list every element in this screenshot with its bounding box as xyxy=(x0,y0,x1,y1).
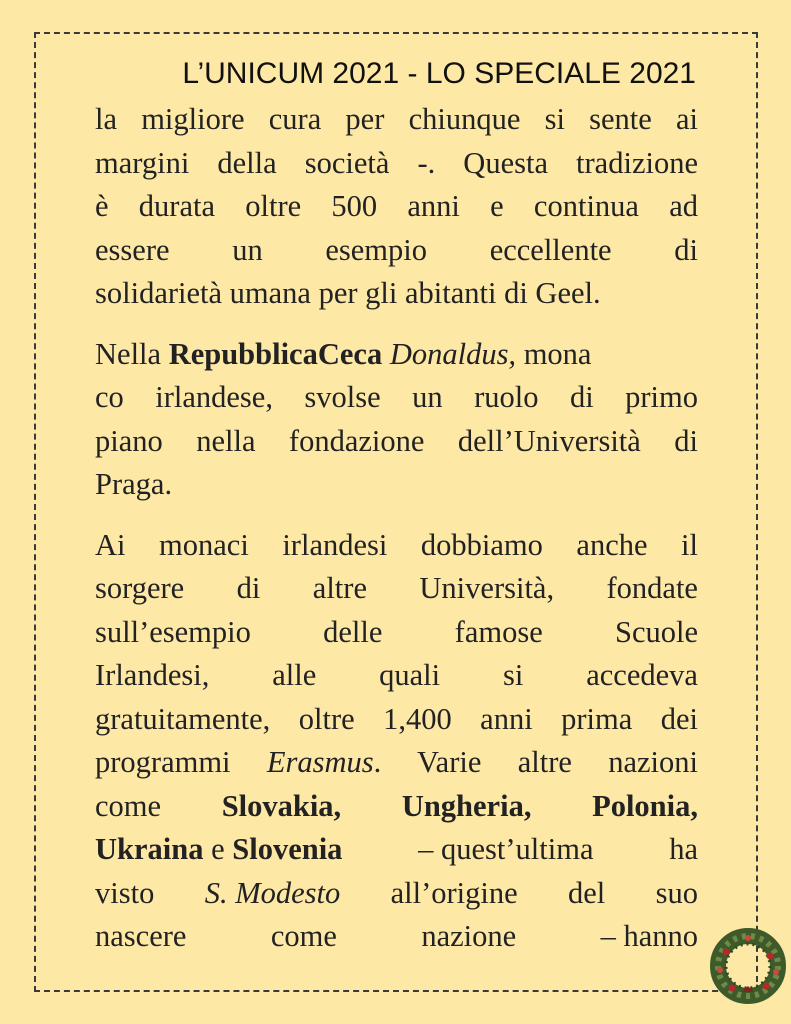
word: sorgere xyxy=(95,571,185,605)
christmas-wreath-icon xyxy=(708,926,788,1006)
word: di xyxy=(674,232,698,267)
text-line: margini della società -. Questa tradizione xyxy=(95,145,698,180)
word: e xyxy=(211,832,225,866)
text-line xyxy=(95,654,698,698)
text-line xyxy=(95,915,698,959)
text-line: solidarietà umana per gli abitanti di Geel. xyxy=(95,276,601,310)
paragraph-3 xyxy=(95,524,698,959)
text-line xyxy=(95,333,698,377)
word: nascere xyxy=(95,919,187,953)
word: come xyxy=(95,788,162,823)
text-line: Ai monaci irlandesi dobbiamo anche il xyxy=(95,527,698,562)
text-line: co irlandese, svolse un ruolo di primo xyxy=(95,380,698,414)
word: Scuole xyxy=(614,614,698,649)
word: esempio xyxy=(325,232,428,267)
text-group xyxy=(95,828,342,872)
paragraph-2 xyxy=(95,333,698,507)
word: eccellente xyxy=(489,232,612,267)
word: come xyxy=(270,919,337,953)
text-run: mona xyxy=(516,336,592,371)
country-ungheria: Ungheria, xyxy=(401,788,532,823)
word: visto xyxy=(95,875,155,910)
text-line xyxy=(95,785,698,829)
word: delle xyxy=(323,614,383,649)
country-slovakia: Slovakia, xyxy=(221,788,342,823)
word: di xyxy=(236,571,261,605)
text-line xyxy=(95,828,698,872)
name-donaldus: Donaldus, xyxy=(389,336,517,371)
word: altre xyxy=(312,571,367,605)
text-run: . Varie altre nazioni xyxy=(373,745,698,779)
word: all’origine xyxy=(390,875,518,910)
word: Irlandesi, xyxy=(95,658,210,692)
text-line: la migliore cura per chiunque si sente ai xyxy=(95,102,698,136)
word: essere xyxy=(95,232,170,267)
word: alle xyxy=(272,658,317,692)
word: del xyxy=(568,875,606,910)
country-ukraina: Ukraina xyxy=(95,832,204,866)
word: Università, xyxy=(419,571,555,605)
paragraph-1 xyxy=(95,98,698,316)
country-slovenia: Slovenia xyxy=(232,832,343,866)
text-line: piano nella fondazione dell’Università di xyxy=(95,423,698,458)
text-run: Nella xyxy=(95,336,169,371)
word: un xyxy=(232,232,263,267)
text-line xyxy=(95,229,698,273)
word: – quest’ultima xyxy=(418,832,594,866)
text-line: gratuitamente, oltre 1,400 anni prima dei xyxy=(95,701,698,736)
text-line: Praga. xyxy=(95,467,173,501)
page-header: L’UNICUM 2021 - LO SPECIALE 2021 xyxy=(182,57,696,90)
word: si xyxy=(503,658,524,692)
word: accedeva xyxy=(586,658,698,692)
article-body xyxy=(95,98,698,976)
word: quali xyxy=(379,658,441,692)
text-line: è durata oltre 500 anni e continua ad xyxy=(95,189,698,223)
country-repubblica-ceca: RepubblicaCeca xyxy=(168,336,383,371)
text-line xyxy=(95,567,698,611)
word: nazione xyxy=(421,919,517,953)
word: sull’esempio xyxy=(95,614,251,649)
word: suo xyxy=(655,875,698,910)
word: fondate xyxy=(606,571,698,605)
text-line xyxy=(95,741,698,785)
program-erasmus: Erasmus xyxy=(266,745,374,779)
text-run xyxy=(382,337,390,371)
text-run: programmi xyxy=(95,745,267,779)
word: – hanno xyxy=(600,919,698,953)
wreath-graphic xyxy=(708,926,788,1006)
word: famose xyxy=(454,614,543,649)
name-s-modesto: S. Modesto xyxy=(204,875,341,910)
text-line xyxy=(95,872,698,916)
text-line xyxy=(95,611,698,655)
country-polonia: Polonia, xyxy=(592,788,698,823)
word: ha xyxy=(669,832,698,866)
